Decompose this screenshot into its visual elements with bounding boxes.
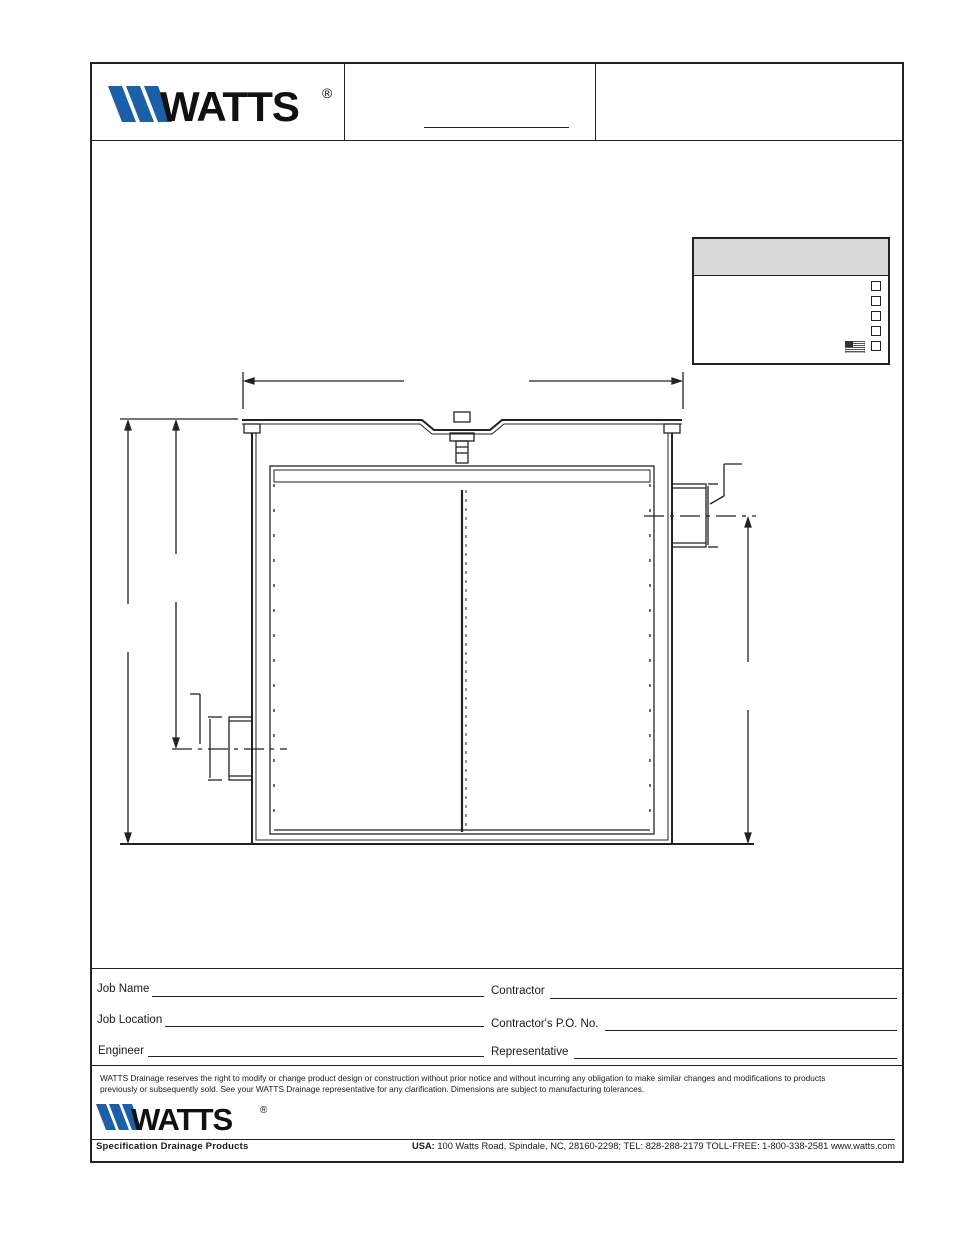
job-info-form bbox=[92, 968, 902, 1066]
job-name-label: Job Name bbox=[97, 983, 150, 995]
basket-rim bbox=[274, 470, 650, 482]
engineer-label: Engineer bbox=[98, 1045, 145, 1057]
disclaimer-line: WATTS Drainage reserves the right to modify or change product design or construction without prior notice and without incurring any obligation to make similar changes and modifications to products bbox=[100, 1073, 826, 1083]
spec-sheet bbox=[90, 62, 904, 1163]
tel-number: 828-288-2179 bbox=[645, 1141, 704, 1151]
cover-flange-right bbox=[664, 424, 680, 433]
job-location-label: Job Location bbox=[97, 1014, 163, 1026]
job-location-field[interactable] bbox=[165, 1026, 484, 1027]
footer-watts-logo bbox=[94, 1100, 274, 1136]
representative-label: Representative bbox=[491, 1046, 569, 1058]
tollfree-label: TOLL-FREE: bbox=[706, 1141, 760, 1151]
country-label: USA: bbox=[412, 1141, 435, 1151]
footer-divider bbox=[92, 1139, 895, 1140]
tel-label: TEL: bbox=[623, 1141, 644, 1151]
arrowhead bbox=[125, 421, 131, 430]
outlet-size-leader bbox=[710, 496, 724, 504]
arrowhead bbox=[672, 378, 681, 384]
arrowhead bbox=[173, 738, 179, 747]
engineer-field[interactable] bbox=[148, 1056, 484, 1057]
contact-info bbox=[412, 1141, 895, 1151]
bolt-shank bbox=[456, 441, 468, 463]
bolt-head bbox=[454, 412, 470, 422]
contractor-field[interactable] bbox=[550, 998, 897, 999]
arrowhead bbox=[125, 833, 131, 842]
cover-flange-left bbox=[244, 424, 260, 433]
footer-logo-wordmark: WATTS bbox=[131, 1102, 233, 1136]
arrowhead bbox=[245, 378, 254, 384]
arrowhead bbox=[745, 518, 751, 527]
contractor-label: Contractor bbox=[491, 985, 545, 997]
disclaimer-line: previously or subsequently sold. See your WATTS Drainage representative for any clarification. Dimensions are subject to manufacturing tolerances. bbox=[100, 1084, 645, 1094]
arrowhead bbox=[173, 421, 179, 430]
logo-wordmark: WATTS bbox=[160, 83, 299, 130]
registered-mark: ® bbox=[322, 85, 333, 101]
contractor-po-label: Contractor's P.O. No. bbox=[491, 1018, 599, 1030]
representative-field[interactable] bbox=[574, 1058, 897, 1059]
job-name-field[interactable] bbox=[152, 996, 484, 997]
address: 100 Watts Road, Spindale, NC, 28160-2298; bbox=[437, 1141, 622, 1151]
website-link[interactable]: www.watts.com bbox=[830, 1141, 895, 1151]
footer-registered-mark: ® bbox=[260, 1105, 268, 1116]
arrowhead bbox=[745, 833, 751, 842]
form-divider bbox=[92, 1065, 902, 1066]
tollfree-number: 1-800-338-2581 bbox=[762, 1141, 829, 1151]
interceptor-drawing bbox=[92, 64, 902, 964]
contractor-po-field[interactable] bbox=[605, 1030, 897, 1031]
tagline: Specification Drainage Products bbox=[96, 1141, 249, 1152]
disclaimer bbox=[100, 1073, 890, 1095]
